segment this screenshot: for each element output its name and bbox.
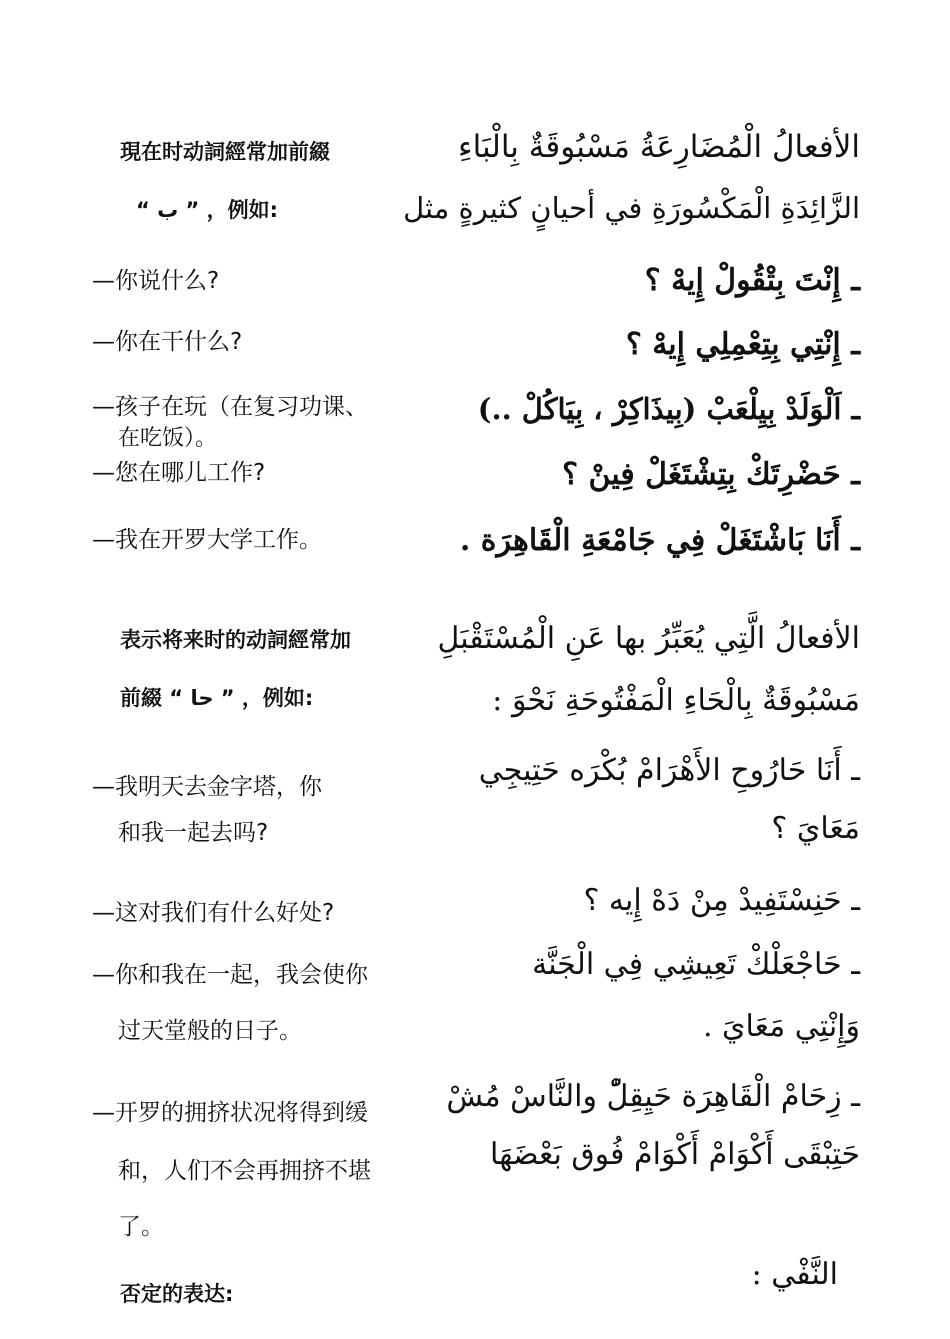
future-example-3-ar: ـ حَاجْعَلْكْ تَعِيشِي فِي الْجَنَّة: [532, 947, 860, 982]
future-example-4-zh-cont2: 了。: [118, 1214, 164, 1240]
future-heading-ar-line1: الأفعالُ الَّتِي يُعَبِّرُ بها عَنِ الْمُسْتَقْبَلِ: [437, 621, 860, 656]
present-example-4-ar: ـ حَضْرِتَكْ بِتِشْتَغَلْ فِينْ ؟: [562, 457, 860, 492]
present-example-4-zh: —您在哪儿工作?: [92, 460, 266, 486]
present-example-3-zh: —孩子在玩（在复习功课、: [92, 394, 368, 420]
negation-heading-ar: النَّفْي :: [751, 1257, 838, 1292]
future-example-3-zh: —你和我在一起，我会使你: [92, 962, 368, 988]
present-heading-zh-line1: 現在时动詞經常加前綴: [120, 140, 330, 164]
present-heading-ar-line1: الأفعالُ الْمُضَارِعَةُ مَسْبُوقَةٌ بِالْبَاءِ: [458, 129, 860, 165]
future-example-3-ar-cont: وَإِنْتِي مَعَايَ .: [702, 1009, 860, 1044]
negation-heading-zh: 否定的表达:: [120, 1282, 234, 1306]
present-example-1-ar: ـ إِنْتَ بِتْقُولْ إِيهْ ؟: [644, 263, 860, 298]
future-example-1-zh-cont: 和我一起去吗?: [118, 820, 269, 846]
future-heading-ar-line2: مَسْبُوقَةٌ بِالْحَاءِ الْمَفْتُوحَةِ نَحْوَ :: [492, 683, 860, 718]
present-example-2-zh: —你在干什么?: [92, 329, 243, 355]
present-example-1-zh: —你说什么?: [92, 268, 220, 294]
future-example-4-ar: ـ زِحَامْ الْقَاهِرَة حَيِقِلّْ والنَّاسْ مُشْ: [446, 1079, 860, 1114]
present-example-3-ar: ـ اَلْوَلَدْ بِيِلْعَبْ (بِيذَاكِرْ ، بِيَاكُلْ ..): [477, 392, 860, 426]
future-example-4-zh: —开罗的拥挤状况将得到缓: [92, 1100, 368, 1126]
future-heading-zh-line1: 表示将来时的动詞經常加: [120, 628, 351, 652]
future-example-3-zh-cont: 过天堂般的日子。: [118, 1018, 302, 1044]
present-example-3-zh-cont: 在吃饭）。: [118, 426, 218, 451]
future-example-1-ar-cont: مَعَايَ ؟: [771, 811, 860, 846]
future-heading-zh-line2: 前綴 “ حا ” ，例如:: [120, 686, 314, 710]
future-example-4-zh-cont: 和，人们不会再拥挤不堪: [118, 1158, 371, 1184]
present-example-2-ar: ـ إِنْتِي بِتِعْمِلِي إِيهْ ؟: [625, 327, 860, 362]
future-example-1-zh: —我明天去金字塔，你: [92, 774, 322, 800]
future-example-2-ar: ـ حَنِسْتَفِيدْ مِنْ دَهْ إِيه ؟: [583, 883, 860, 918]
future-example-2-zh: —这对我们有什么好处?: [92, 900, 335, 926]
present-example-5-zh: —我在开罗大学工作。: [92, 527, 322, 553]
present-heading-ar-line2: الزَّائِدَةِ الْمَكْسُورَةِ في أحيانٍ كثيرةٍ مثل: [403, 191, 860, 225]
present-example-5-ar: ـ أَنَا بَاشْتَغَلْ فِي جَامْعَةِ الْقَاهِرَة .: [459, 523, 860, 558]
future-example-1-ar: ـ أَنَا حَارُوحِ الأَهْرَامْ بُكْرَه حَتِيجِي: [478, 753, 860, 788]
future-example-4-ar-cont: حَتِبْقَى أَكْوَامْ أَكْوَامْ فُوق بَعْضَهَا: [490, 1137, 860, 1172]
present-heading-zh-line2: “ ب ” ，例如:: [136, 198, 279, 222]
